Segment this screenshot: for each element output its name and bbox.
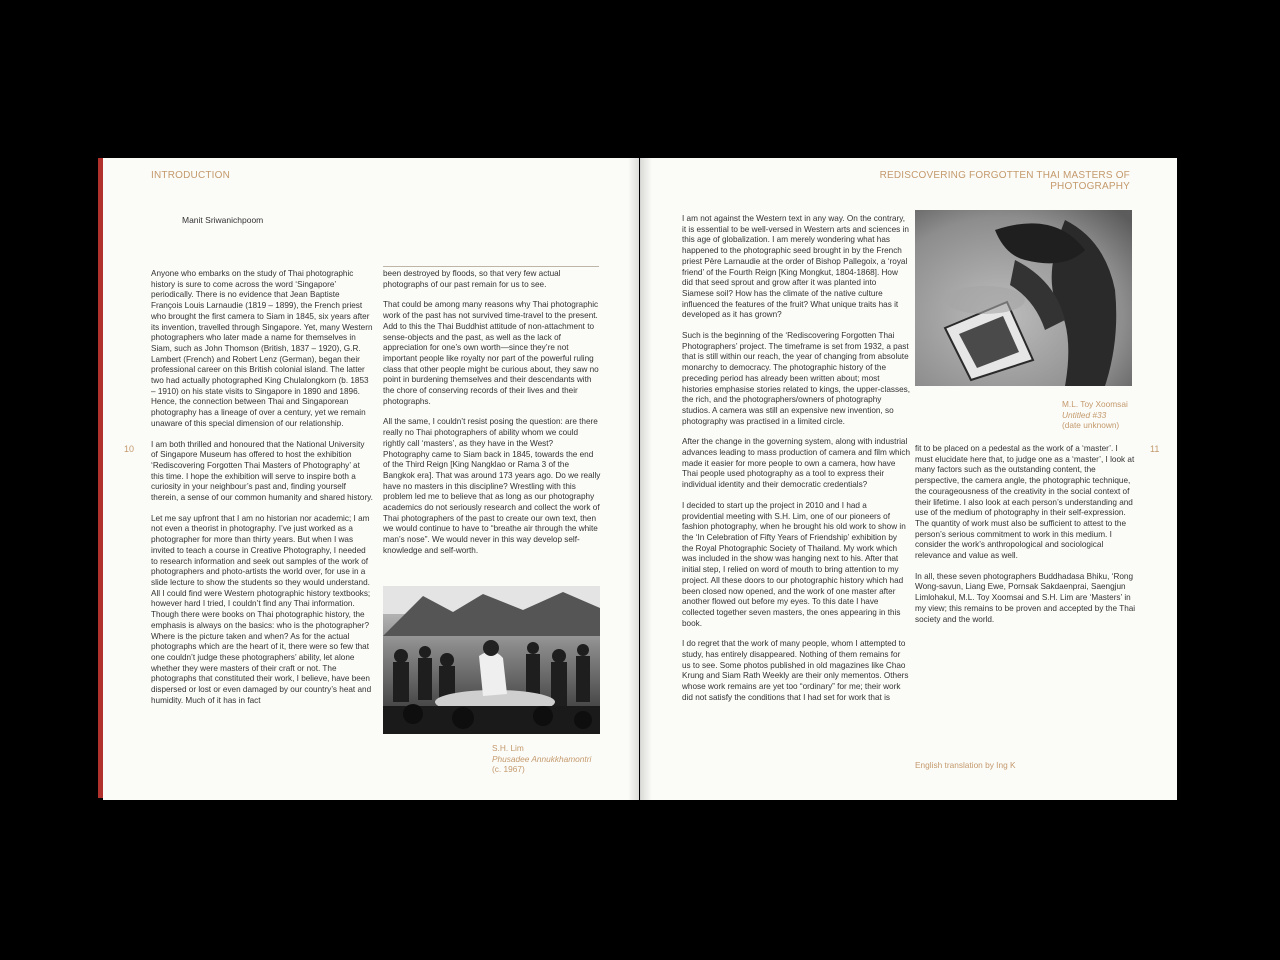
caption-artist: M.L. Toy Xoomsai [1062, 399, 1128, 409]
caption-title: Phusadee Annukkhamontri [492, 753, 592, 764]
photo-figure-in-sand [915, 210, 1132, 386]
paragraph: I am both thrilled and honoured that the National University of Singapore Museum has offered to host the exhibition ‘Rediscovering Forgotten Thai Masters of Photography’ at this time. I hope the exhibition will serve to inspire both a curiosity in your neighbour’s past and, finding yourself therein, a sense of our common humanity and shared history. [151, 439, 373, 503]
right-page [640, 158, 1177, 800]
book-gutter [628, 158, 652, 800]
paragraph: I decided to start up the project in 2010 and I had a providential meeting with S.H. Lim, one of our pioneers of fashion photography, when he brought his old work to show in the ‘In Celebration of Fifty Years of Friendship’ exhibition by the Royal Photographic Society of Thailand. My work which was included in the show was hanging next to his. After that initial step, I relied on word of mouth to bring attention to my project. All these doors to our photographic history which had been closed now opened, and the work of one master after another flowed out before my eyes. To this date I have collected together seven masters, the ones appearing in this book. [682, 500, 906, 628]
running-head-right: REDISCOVERING FORGOTTEN THAI MASTERS OF PHOTOGRAPHY [879, 170, 1130, 192]
paragraph: I do regret that the work of many people, whom I attempted to study, has entirely disappeared. Nothing of them remains for us to see. Some photos published in old magazines like Chao Krung and Siam Rath Weekly are their only mementos. Others whose work remains are yet too “ordinary” for me; their work did not satisfy the conditions that I had set for work that is [682, 639, 909, 702]
paragraph: fit to be placed on a pedestal as the work of a ‘master’. I must elucidate here that, to judge one as a ‘master’, I look at many factors such as the outstanding content, the perspective, the camera angle, the photographic technique, the courageousness of the creativity in the social context of their lifetime. I also look at each person’s understanding and use of the medium of photography in their self-expression. The quantity of work must also be sufficient to attest to the person’s serious commitment to work in this medium. I consider the work’s anthropological and sociological relevance and value as well. [915, 444, 1135, 561]
left-page [103, 158, 639, 800]
folio-left: 10 [124, 444, 135, 454]
paragraph: I am not against the Western text in any way. On the contrary, it is essential to be well-versed in Western arts and sciences in this age of globalization. I am merely wondering what has happened to the photographic seed brought in by the French priest Père Larnaudie at the order of Bishop Pallegoix, a ‘royal friend’ of the Fourth Reign [King Mongkut, 1804-1868]. How did that seed sprout and grow after it was planted into Siamese soil? How has the climate of the native culture influenced the features of the fruit? What unique traits has it developed as it has grown? [682, 214, 909, 320]
running-head-left: INTRODUCTION [151, 170, 231, 181]
left-column-2 [383, 269, 601, 567]
author-name: Manit Sriwanichpoom [182, 215, 264, 225]
photo-party-scene [383, 586, 600, 734]
caption-date: (date unknown) [1062, 420, 1120, 431]
paragraph: Anyone who embarks on the study of Thai photographic history is sure to come across the word ‘Singapore’ periodically. There is no evidence that Jean Baptiste François Louis Larnaudie (1819 – 1899), the French priest who brought the first camera to Siam in 1845, six years after its invention, travelled through Singapore. Yet, many Western photographers who later made a name for themselves in Siam, such as John Thomson (British, 1837 – 1920), G.R. Lambert (French) and Robert Lenz (German), began their professional career on this British colonial island. The latter two had actually photographed King Chulalongkorn (b. 1853 – 1910) on his state visits to Singapore in 1890 and 1896. Hence, the connection between Thai and Singaporean photography has a lineage of over a century, yet we remain unaware of this special dimension of our relationship. [151, 269, 373, 428]
photo-caption-left [492, 743, 632, 775]
paragraph: Let me say upfront that I am no historian nor academic; I am not even a theorist in photography. I’ve just worked as a photographer for more than thirty years. But when I was invited to teach a course in Creative Photography, I needed to research information and seek out samples of the work of photographers and photo-artists the world over, for use in a slide lecture to show the students so they would understand. All I could find were Western photographic history textbooks; however hard I tried, I couldn’t find any Thai information. Though there were books on Thai photographic history, the emphasis is always on the basics: who is the photographer? Where is the picture taken and when? As for the actual photographs which are the heart of it, there were so few that one couldn’t judge these photographers’ ability, let alone whether they were masters of their craft or not. The photographs that constituted their work, I believe, have been dispersed or lost or even damaged by our country’s heat and humidity. Much of it has in fact [151, 513, 372, 705]
paragraph: All the same, I couldn’t resist posing the question: are there really no Thai photographers of ability whom we could rightly call ‘masters’, as they have in the West? Photography came to Siam back in 1845, towards the end of the Third Reign [King Nangklao or Rama 3 of the Bangkok era]. That was around 173 years ago. Do we really have no masters in this discipline? Wrestling with this problem led me to believe that as long as our photography academics do not seriously research and collect the work of Thai photographers of the past to create our own text, then we would continue to have to “breathe air through the white man’s nose”. We would never in this way develop self-knowledge and self-worth. [383, 417, 601, 555]
translation-credit: English translation by Ing K [915, 760, 1016, 770]
caption-artist: S.H. Lim [492, 743, 524, 753]
photo-caption-right [1062, 399, 1172, 431]
left-column-1 [151, 269, 373, 716]
column-rule [383, 266, 599, 267]
paragraph: That could be among many reasons why Thai photographic work of the past has not survived time-travel to the present. Add to this the Thai Buddhist attitude of non-attachment to sense-objects and the past, as well as the lack of appreciation for one’s own worth—since they’re not important people like royalty nor part of the powerful ruling class that other people might be curious about, they saw no point in burdening themselves and their descendants with the chore of conserving records of their lives and their photographs. [383, 300, 599, 406]
caption-title: Untitled #33 [1062, 409, 1107, 420]
paragraph: After the change in the governing system, along with industrial advances leading to mass production of camera and film which made it easier for more people to own a camera, how have Thai people used photography as a tool to express their individual identity and their democratic credentials? [682, 437, 911, 490]
paragraph: been destroyed by floods, so that very few actual photographs of our past remain for us to see. [383, 269, 561, 289]
right-column-1 [682, 214, 910, 714]
caption-date: (c. 1967) [492, 764, 525, 775]
right-column-2 [915, 444, 1137, 635]
folio-right: 11 [1150, 444, 1160, 454]
paragraph: In all, these seven photographers Buddhadasa Bhiku, ‘Rong Wong-savun, Liang Ewe, Pornsak Sakdaenprai, Saengjun Limlohakul, M.L. Toy Xoomsai and S.H. Lim are ‘Masters’ in my view; this remains to be proven and accepted by the Thai society and the world. [915, 571, 1136, 624]
paragraph: Such is the beginning of the ‘Rediscovering Forgotten Thai Photographers’ project. The timeframe is set from 1932, a past that is still within our reach, the year of changing from absolute monarchy to democracy. The photographic history of the preceding period has already been written about; most histories emphasise stories related to kings, the upper-classes, the rich, and the photographers/owners of photography studios. A camera was still an expensive new invention, so photography was practised in a limited circle. [682, 331, 910, 426]
